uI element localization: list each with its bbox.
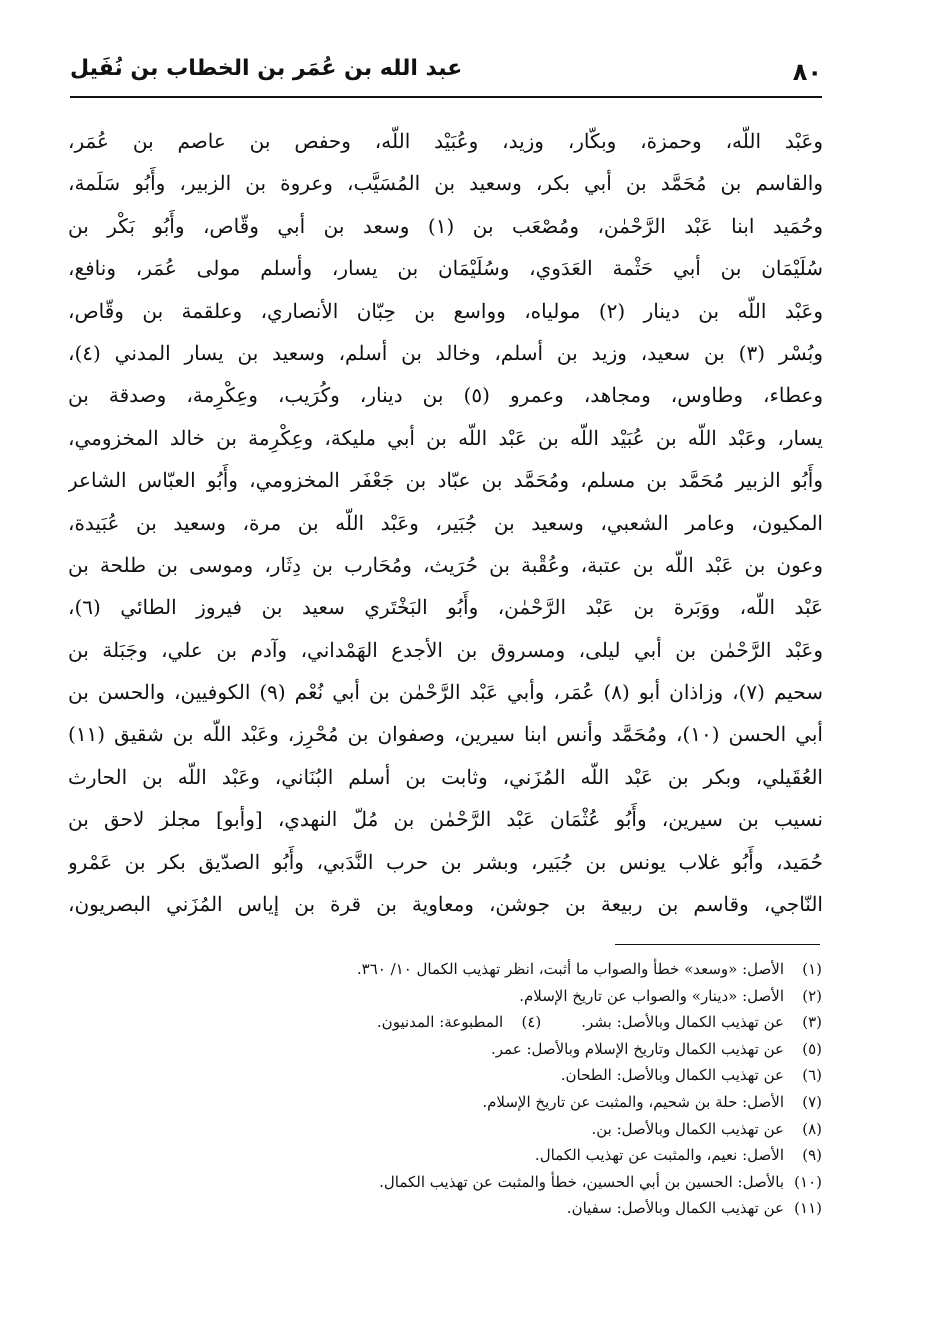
footnote-text: عن تهذيب الكمال وبالأصل: بن. bbox=[591, 1119, 784, 1138]
footnote bbox=[70, 1142, 822, 1169]
footnote bbox=[70, 1116, 822, 1143]
footnote bbox=[70, 1089, 822, 1116]
body-line: حُمَيد، وأَبُو غلاب يونس بن جُبَير، وبشر بن حرب النَّدَبي، وأَبُو الصدّيق بكر بن عَمْرو bbox=[68, 849, 823, 874]
body-line: وبُسْر (٣) بن سعيد، وزيد بن أسلم، وخالد بن أسلم، وسعيد بن يسار المدني (٤)، bbox=[68, 340, 823, 365]
footnote-number: (٩) bbox=[802, 1146, 822, 1165]
body-line: وعطاء، وطاوس، ومجاهد، وعمرو (٥) بن دينار، وكُرَيب، وعِكْرِمة، وصدقة بن bbox=[68, 383, 823, 408]
body-line: يسار، وعَبْد اللّه بن عُبَيْد اللّه بن عَبْد اللّه بن أبي مليكة، وعِكْرِمة بن خالد المخزومي، bbox=[68, 425, 823, 450]
footnote bbox=[70, 1062, 822, 1089]
footnote-number: (٧) bbox=[802, 1092, 822, 1111]
page-header bbox=[70, 52, 822, 96]
body-line: وعَبْد اللّه، وحمزة، وبكّار، وزيد، وعُبَيْد اللّه، وحفص بن عاصم بن عُمَر، bbox=[68, 129, 823, 153]
body-line: سُلَيْمَان بن أبي حَثْمة العَدَوي، وسُلَيْمَان بن يسار، وأسلم مولى عُمَر، ونافع، bbox=[68, 256, 823, 281]
body-line: والقاسم بن مُحَمَّد بن أبي بكر، وسعيد بن المُسَيَّب، وعروة بن الزبير، وأَبُو سَلَمة، bbox=[68, 171, 823, 196]
footnote-text: عن تهذيب الكمال وبالأصل: سفيان. bbox=[566, 1199, 784, 1218]
body-line: المكيون، وعامر الشعبي، وسعيد بن جُبَير، وعَبْد اللّه بن مرة، وسعيد بن عُبَيدة، bbox=[68, 510, 823, 535]
page-number: ٨٠ bbox=[792, 58, 822, 86]
footnote-number: (١٠) bbox=[794, 1172, 822, 1191]
body-line: وعون بن عَبْد اللّه بن عتبة، وعُقْبة بن حُرَيث، ومُحَارب بن دِثَار، وموسى بن طلحة بن bbox=[68, 552, 823, 577]
footnote bbox=[70, 983, 822, 1010]
body-line: أبي الحسن (١٠)، ومُحَمَّد وأنس ابنا سيرين، وصفوان بن مُحْرِز، وعَبْد اللّه بن شقيق (١١) bbox=[68, 722, 823, 747]
footnote bbox=[70, 1195, 822, 1222]
footnote bbox=[70, 1036, 822, 1063]
footnote-number: (١١) bbox=[794, 1199, 822, 1218]
footnote bbox=[70, 1009, 822, 1036]
footnote-text: عن تهذيب الكمال وبالأصل: بشر. bbox=[581, 1013, 784, 1032]
footnote-text: الأصل: «دينار» والصواب عن تاريخ الإسلام. bbox=[519, 986, 784, 1005]
footnote-number: (٤) bbox=[521, 1013, 542, 1032]
footnote-text: المطبوعة: المدنيون. bbox=[376, 1013, 504, 1032]
footnote-text: بالأصل: الحسين بن أبي الحسين، خطأ والمثبت عن تهذيب الكمال. bbox=[379, 1172, 784, 1191]
footnotes bbox=[70, 956, 822, 1222]
body-line: عَبْد اللّه، ووَبَرة بن عَبْد الرَّحْمٰن، وأَبُو البَخْتَري سعيد بن فيروز الطائي (٦)، bbox=[68, 595, 823, 620]
footnote-number: (١) bbox=[802, 960, 822, 978]
body-line: سحيم (٧)، وزاذان أبو (٨) عُمَر، وأبي عَبْد الرَّحْمٰن بن أبي نُعْم (٩) الكوفيين، والحسن بن bbox=[68, 680, 823, 705]
footnote-text: عن تهذيب الكمال وتاريخ الإسلام وبالأصل: عمر. bbox=[491, 1039, 784, 1058]
body-line: وعَبْد الرَّحْمٰن بن أبي ليلى، ومسروق بن الأجدع الهَمْداني، وآدم بن علي، وجَبَلة بن bbox=[68, 637, 823, 662]
running-title: عبد الله بن عُمَر بن الخطاب بن نُفَيل bbox=[70, 56, 463, 81]
body-text bbox=[68, 120, 823, 925]
footnote-divider bbox=[615, 944, 820, 945]
body-line: نسيب بن سيرين، وأَبُو عُثْمَان عَبْد الرَّحْمٰن بن مُلّ النهدي، [وأبو] مجلز لاحق بن bbox=[68, 807, 823, 832]
body-line: وعَبْد اللّه بن دينار (٢) مولياه، وواسع بن حِبّان الأنصاري، وعلقمة بن وقّاص، bbox=[68, 298, 823, 323]
footnote-number: (٢) bbox=[802, 986, 822, 1005]
footnote-text: عن تهذيب الكمال وبالأصل: الطحان. bbox=[560, 1066, 784, 1085]
footnote-text: الأصل: حلة بن شحيم، والمثبت عن تاريخ الإسلام. bbox=[482, 1092, 784, 1111]
footnote-number: (٥) bbox=[802, 1039, 822, 1058]
body-line: العُقَيلي، وبكر بن عَبْد اللّه المُزَني، وثابت بن أسلم البُنَاني، وعَبْد اللّه بن الحارث bbox=[68, 764, 823, 789]
footnote bbox=[70, 1169, 822, 1196]
footnote-number: (٨) bbox=[802, 1119, 822, 1138]
footnote-number: (٣) bbox=[802, 1013, 822, 1032]
body-line: النّاجي، وقاسم بن ربيعة بن جوشن، ومعاوية بن قرة بن إياس المُزَني البصريون، bbox=[68, 892, 823, 917]
body-line: وحُمَيد ابنا عَبْد الرَّحْمٰن، ومُصْعَب بن (١) وسعد بن أبي وقّاص، وأَبُو بَكْر بن bbox=[68, 213, 823, 238]
footnote-text: الأصل: «وسعد» خطأ والصواب ما أثبت، انظر تهذيب الكمال ١٠/ ٣٦٠. bbox=[356, 960, 784, 978]
footnote-second bbox=[377, 1009, 541, 1036]
footnote-number: (٦) bbox=[802, 1066, 822, 1085]
body-line: وأَبُو الزبير مُحَمَّد بن مسلم، ومُحَمَّد بن عبّاد بن جَعْفَر المخزومي، وأَبُو العبّاس الشاعر bbox=[68, 468, 823, 493]
footnote-text: الأصل: نعيم، والمثبت عن تهذيب الكمال. bbox=[534, 1146, 784, 1165]
footnote bbox=[70, 956, 822, 983]
header-divider bbox=[70, 96, 822, 98]
